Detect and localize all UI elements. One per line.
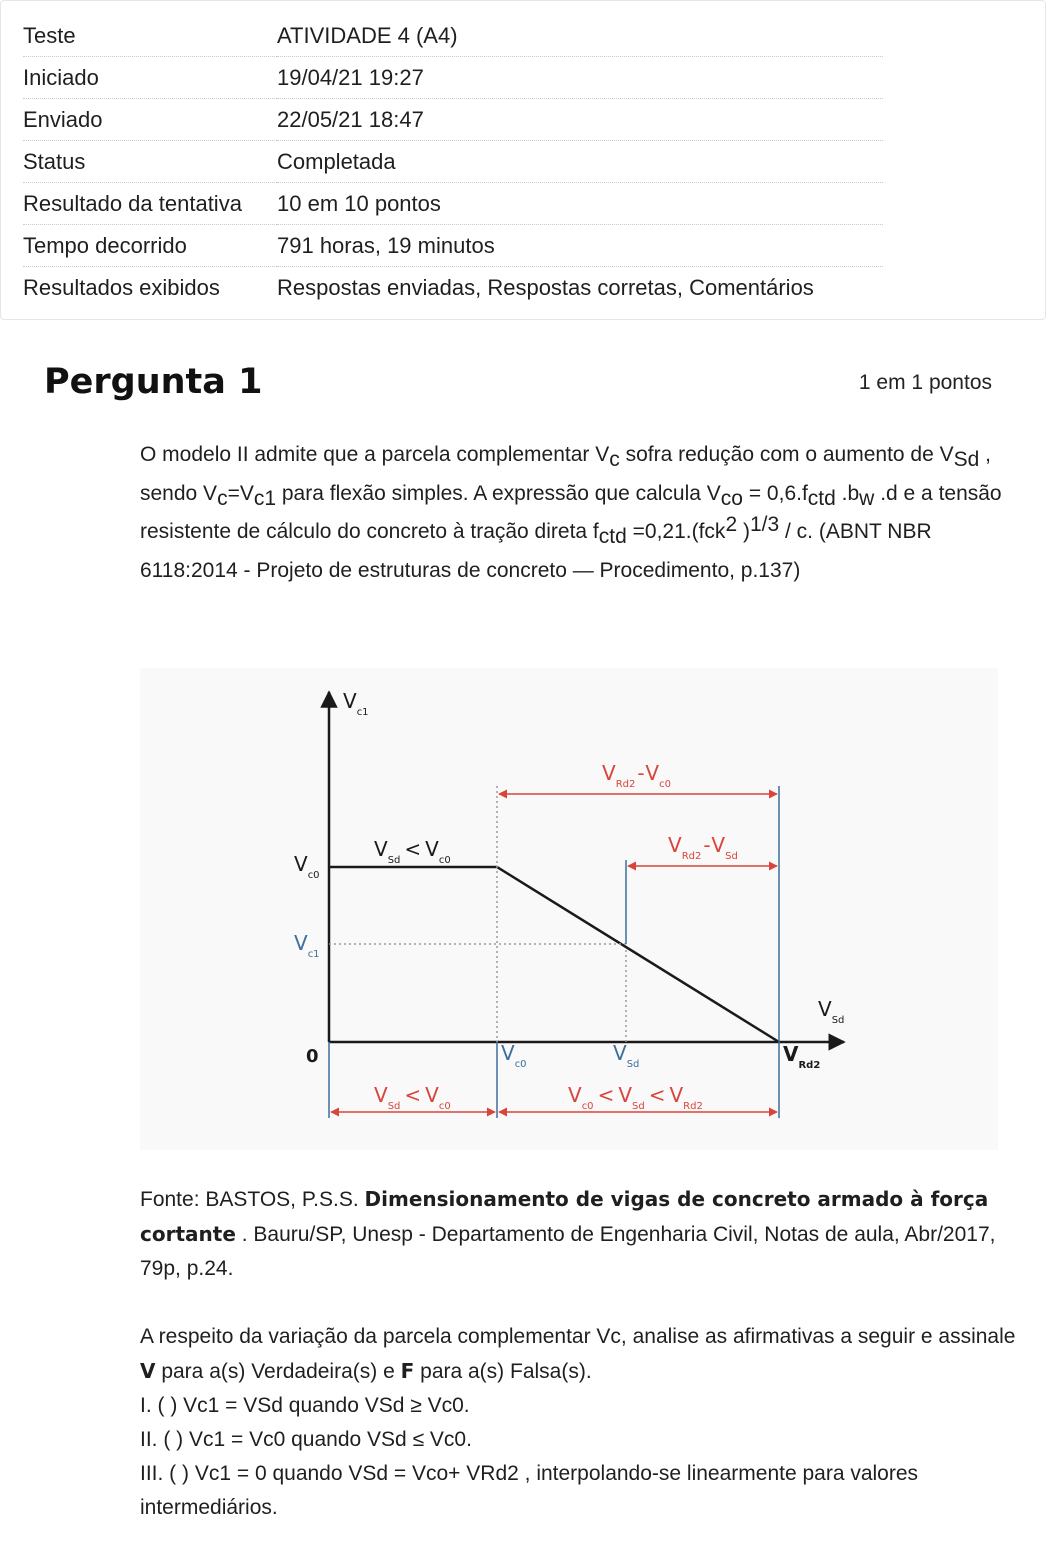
- summary-value: 19/04/21 19:27: [277, 57, 883, 99]
- summary-value: 791 horas, 19 minutos: [277, 225, 883, 267]
- summary-row: [23, 183, 883, 225]
- instructions-line: A respeito da variação da parcela complementar Vc, analise as afirmativas a seguir e assinale V para a(s) Verdadeira(s) e F para a(s) Falsa(s).: [140, 1325, 1016, 1383]
- origin-label: 0: [306, 1046, 319, 1067]
- summary-row: [23, 15, 883, 57]
- vc1-axis-label: $V_{c1}$: [294, 931, 320, 960]
- summary-label: Status: [23, 141, 277, 183]
- vc1-curve: [329, 867, 779, 1042]
- figure-source-citation: Fonte: BASTOS, P.S.S. Dimensionamento de vigas de concreto armado à força cortante . Bauru/SP, Unesp - Departamento de Engenharia Civil, Notas de aula, Abr/2017, 79p, p.24.: [140, 1187, 996, 1280]
- x-axis-label: $V_{Sd}$: [818, 997, 845, 1026]
- question-statement: O modelo II admite que a parcela complementar $V_c$ sofra redução com o aumento de $V_{Sd}$ , sendo $V_c=V_{c1}$ para flexão simples. A expressão que calcula $V_{co} = 0,6.f_{ctd}$ $.b_w$ .d e a tensão resistente de cálculo do concreto à tração direta $f_{ctd} =0,21.(fck^2$ )$^{1/3}$ / c. (ABNT NBR 6118:2014 - Projeto de estruturas de concreto — Procedimento, p.137): [140, 443, 1002, 582]
- summary-row: [23, 225, 883, 267]
- summary-label: Tempo decorrido: [23, 225, 277, 267]
- vc1-vsd-diagram: [140, 668, 998, 1150]
- vsd-x-label: $V_{Sd}$: [613, 1041, 640, 1070]
- statement-3: III. ( ) Vc1 = 0 quando VSd = Vco+ VRd2 , interpolando-se linearmente para valores intermediários.: [140, 1462, 919, 1519]
- question-instructions: [140, 1320, 1020, 1525]
- summary-value: 22/05/21 18:47: [277, 99, 883, 141]
- statement-1: I. ( ) Vc1 = VSd quando VSd ≥ Vc0.: [140, 1394, 470, 1417]
- question-points: 1 em 1 pontos: [858, 371, 992, 394]
- summary-label: Enviado: [23, 99, 277, 141]
- summary-label: Teste: [23, 15, 277, 57]
- vrd2-x-label: $V_{Rd2}$: [783, 1042, 821, 1071]
- vrd2-minus-vc0-label: $V_{Rd2} - V_{c0}$: [602, 761, 671, 790]
- vsd-lt-vc0-top-label: $V_{Sd} < V_{c0}$: [374, 837, 451, 866]
- shear-diagram-figure: [140, 668, 998, 1150]
- y-axis-label: $V_{c1}$: [343, 689, 369, 718]
- summary-value: ATIVIDADE 4 (A4): [277, 15, 883, 57]
- vc0-lt-vsd-lt-vrd2-label: $V_{c0} < V_{Sd} < V_{Rd2}$: [568, 1083, 703, 1112]
- vc0-x-label: $V_{c0}$: [501, 1041, 527, 1070]
- summary-value: Completada: [277, 141, 883, 183]
- question-title: Pergunta 1: [44, 362, 263, 402]
- vsd-lt-vc0-range-label: $V_{Sd} < V_{c0}$: [374, 1083, 451, 1112]
- summary-label: Resultado da tentativa: [23, 183, 277, 225]
- summary-label: Resultados exibidos: [23, 274, 220, 300]
- summary-label: Iniciado: [23, 57, 277, 99]
- summary-row: [23, 57, 883, 99]
- summary-row: [23, 99, 883, 141]
- vc0-axis-label: $V_{c0}$: [294, 852, 320, 881]
- summary-row: [23, 267, 883, 309]
- summary-value: 10 em 10 pontos: [277, 183, 883, 225]
- statement-2: II. ( ) Vc1 = Vc0 quando VSd ≤ Vc0.: [140, 1428, 472, 1451]
- attempt-summary-table: [23, 15, 883, 308]
- summary-row: [23, 141, 883, 183]
- summary-value: Respostas enviadas, Respostas corretas, Comentários: [277, 274, 814, 300]
- vrd2-minus-vsd-label: $V_{Rd2} - V_{Sd}$: [668, 833, 738, 862]
- attempt-summary-panel: [0, 0, 1046, 320]
